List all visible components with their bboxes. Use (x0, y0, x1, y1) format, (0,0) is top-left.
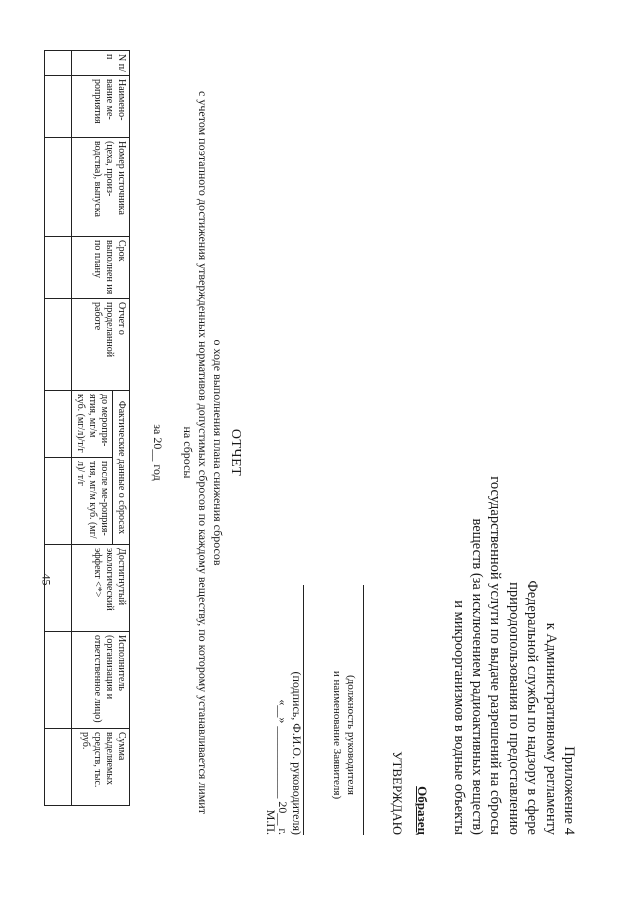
header-before: до меропри-ятия, мг/м куб. (мг/л)/т/г (72, 391, 113, 458)
header-effect: Достигнутый экологический эффект <*> (72, 545, 130, 632)
header-term: Срок выполнен ия по плану (72, 237, 130, 299)
report-subtitle: о ходе выполнения плана снижения сбросов (211, 339, 225, 566)
table-cell (45, 458, 72, 545)
appendix-line: и микроорганизмов в водные объекты (450, 600, 467, 835)
table-cell (45, 545, 72, 632)
position-caption-line: (должность руководителя (345, 675, 357, 795)
sample-mark: Образец (415, 786, 430, 835)
header-actual: Фактические данные о сбросах (113, 391, 130, 545)
table-cell (45, 632, 72, 729)
signature-caption: (подпись, Ф.И.О. руководителя) (290, 671, 304, 835)
appendix-line: Приложение 4 (561, 746, 577, 835)
table-cell (45, 729, 72, 806)
report-table-wrapper (44, 50, 130, 806)
table-header-row (113, 51, 130, 806)
report-subtitle: на сбросы (181, 426, 195, 479)
report-title: ОТЧЕТ (228, 428, 243, 477)
table-cell (45, 237, 72, 299)
position-caption (330, 635, 358, 835)
report-table (44, 50, 130, 806)
name-signature-line (303, 585, 318, 835)
header-measure: Наимено-вание ме-роприятия (72, 76, 130, 138)
table-row (45, 51, 72, 806)
header-report: Отчет о проделанной работе (72, 299, 130, 391)
table-cell (45, 391, 72, 458)
appendix-line: государственной услуги по выдаче разрешений на сбросы (487, 476, 504, 835)
page-number: 45 (39, 573, 54, 586)
table-cell (45, 76, 72, 138)
appendix-line: к Административному регламенту (542, 622, 559, 835)
table-cell (45, 51, 72, 76)
table-cell (45, 299, 72, 391)
appendix-line: веществ (за исключением радиоактивных веществ) (468, 518, 485, 835)
appendix-line: природопользования по предоставлению (505, 582, 522, 835)
table-cell (45, 138, 72, 237)
date-line: «__» ____________ 20__ г. (276, 699, 290, 835)
approve-label: УТВЕРЖДАЮ (390, 751, 405, 835)
report-year: за 20__ год (151, 424, 165, 481)
appendix-line: Федеральной службы по надзору в сфере (524, 580, 541, 835)
position-signature-line (363, 585, 378, 835)
report-subtitle: с учетом поэтапного достижения утвержденных нормативов допустимых сбросов по каждому веществу, по которому устанавливается лимит (196, 91, 210, 814)
position-caption-line: и наименование Заявителя) (331, 670, 343, 800)
header-after: после ме-роприя-тия, мг/м куб. (мг/л)/ т/г (72, 458, 113, 545)
header-amount: Сумма выделяемых средств, тыс. руб. (72, 729, 130, 806)
stamp-label: М.П. (264, 809, 278, 835)
appendix-header (449, 395, 578, 835)
header-num: N п/п (72, 51, 130, 76)
header-executor: Исполнитель (организация и ответственное лицо) (72, 632, 130, 729)
header-source: Номер источника (цеха, произ-водства), выпуска (72, 138, 130, 237)
